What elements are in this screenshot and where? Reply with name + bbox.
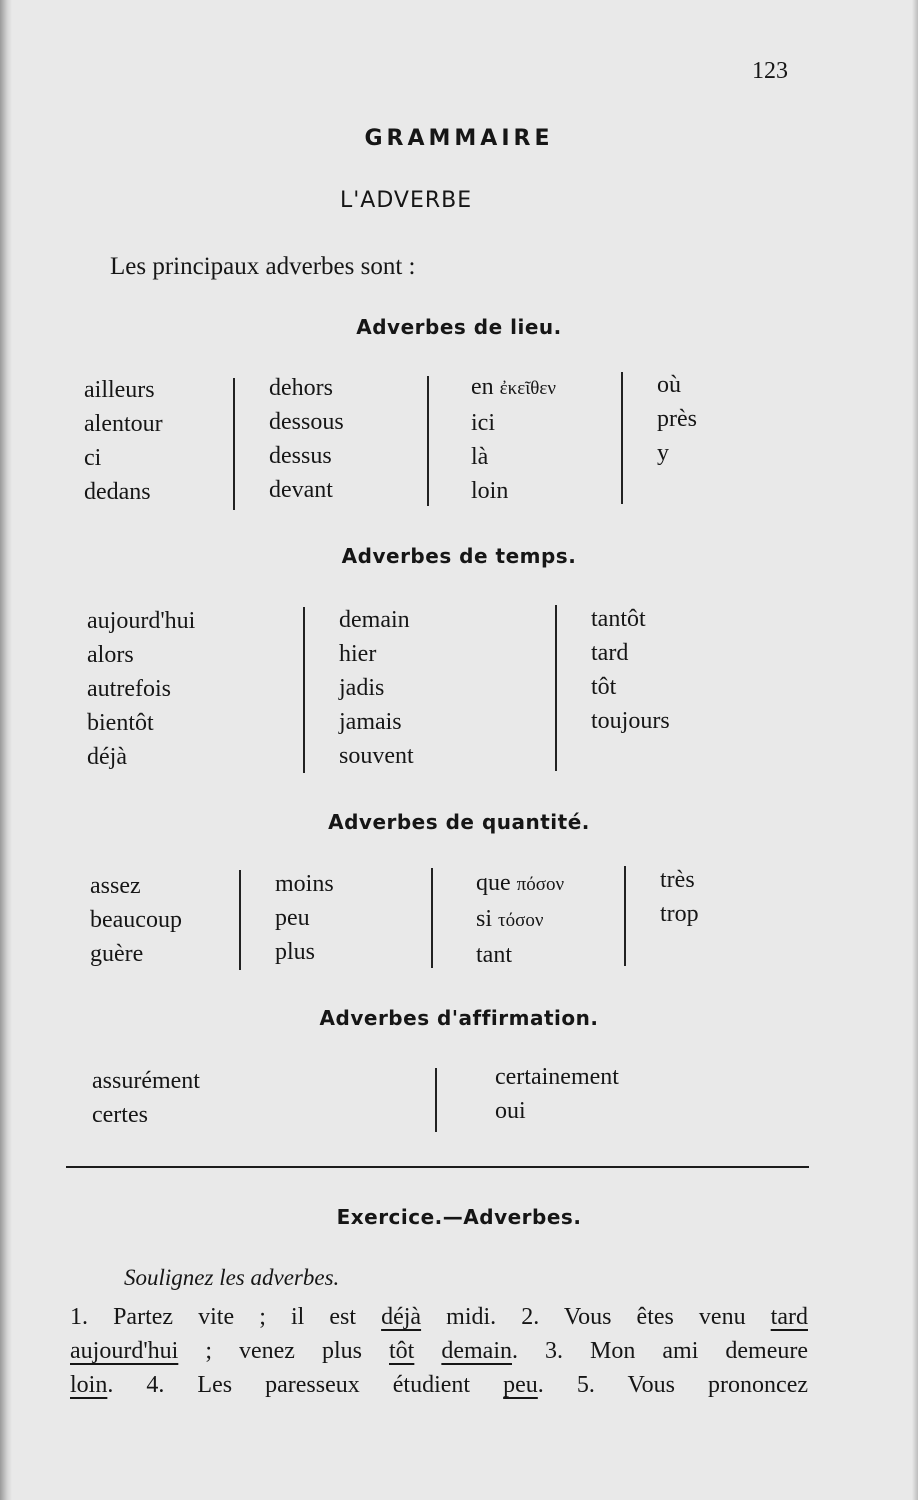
word: certes bbox=[92, 1102, 148, 1128]
word: assurément bbox=[92, 1068, 200, 1094]
temps-column-2 bbox=[339, 603, 414, 773]
intro-text: Les principaux adverbes sont : bbox=[110, 253, 416, 280]
word: aujourd'hui bbox=[87, 608, 196, 634]
word: alors bbox=[87, 642, 134, 668]
word: si bbox=[476, 906, 493, 932]
word: bientôt bbox=[87, 710, 154, 736]
word: tôt bbox=[591, 674, 617, 700]
word: dessus bbox=[269, 443, 332, 469]
page-number: 123 bbox=[752, 58, 788, 84]
word: dehors bbox=[269, 375, 333, 401]
word: trop bbox=[660, 901, 699, 927]
word: guère bbox=[90, 941, 144, 967]
section-title: L'ADVERBE bbox=[340, 188, 473, 213]
underlined-adverb: demain bbox=[441, 1338, 512, 1364]
word: devant bbox=[269, 477, 333, 503]
word: là bbox=[471, 444, 489, 470]
page-edge-left bbox=[0, 0, 12, 1500]
underlined-adverb: loin bbox=[70, 1372, 108, 1398]
word: jamais bbox=[339, 709, 402, 735]
greek-gloss: τόσον bbox=[498, 910, 544, 931]
lieu-column-4 bbox=[657, 368, 697, 470]
word: ici bbox=[471, 410, 495, 436]
underlined-adverb: tôt bbox=[389, 1338, 415, 1364]
word: toujours bbox=[591, 708, 670, 734]
exercise-instruction: Soulignez les adverbes. bbox=[124, 1265, 340, 1290]
lieu-column-1 bbox=[84, 373, 163, 509]
heading-lieu: Adverbes de lieu. bbox=[356, 315, 562, 339]
word: ailleurs bbox=[84, 377, 155, 403]
word: beaucoup bbox=[90, 907, 182, 933]
word: y bbox=[657, 440, 669, 466]
column-divider bbox=[624, 866, 626, 966]
sentence-line-2: aujourd'hui ; venez plus tôt demain. 3. Mon ami demeure bbox=[70, 1338, 808, 1364]
word: tard bbox=[591, 640, 629, 666]
word: dessous bbox=[269, 409, 344, 435]
quantite-column-3 bbox=[476, 866, 564, 972]
word: certainement bbox=[495, 1064, 619, 1090]
word: oui bbox=[495, 1098, 526, 1124]
sentence-line-1: 1. Partez vite ; il est déjà midi. 2. Vous êtes venu tard bbox=[70, 1304, 808, 1330]
word: assez bbox=[90, 873, 141, 899]
heading-affirmation: Adverbes d'affirmation. bbox=[319, 1006, 599, 1030]
greek-gloss: ἐκεῖθεν bbox=[499, 378, 556, 399]
column-divider bbox=[233, 378, 235, 510]
greek-gloss: πόσον bbox=[516, 874, 565, 895]
word: déjà bbox=[87, 744, 127, 770]
page-edge-right bbox=[912, 0, 918, 1500]
column-divider bbox=[427, 376, 429, 506]
word: autrefois bbox=[87, 676, 171, 702]
quantite-column-4 bbox=[660, 863, 699, 931]
word: loin bbox=[471, 478, 509, 504]
word: plus bbox=[275, 939, 316, 965]
word: en bbox=[471, 374, 494, 400]
word: jadis bbox=[339, 675, 385, 701]
heading-temps: Adverbes de temps. bbox=[341, 544, 577, 568]
horizontal-rule bbox=[66, 1166, 809, 1168]
heading-quantite: Adverbes de quantité. bbox=[328, 810, 590, 834]
word: alentour bbox=[84, 411, 163, 437]
lieu-column-2 bbox=[269, 371, 344, 507]
word: tantôt bbox=[591, 606, 646, 632]
lieu-column-3 bbox=[471, 370, 556, 508]
word: peu bbox=[275, 905, 310, 931]
word: moins bbox=[275, 871, 334, 897]
underlined-adverb: déjà bbox=[381, 1304, 422, 1330]
word: hier bbox=[339, 641, 377, 667]
quantite-column-1 bbox=[90, 869, 182, 971]
column-divider bbox=[555, 605, 557, 771]
exercise-title: Exercice.—Adverbes. bbox=[336, 1205, 582, 1229]
column-divider bbox=[303, 607, 305, 773]
word: souvent bbox=[339, 743, 414, 769]
word: ci bbox=[84, 445, 102, 471]
word: près bbox=[657, 406, 697, 432]
column-divider bbox=[621, 372, 623, 504]
affirmation-column-2 bbox=[495, 1060, 619, 1128]
column-divider bbox=[431, 868, 433, 968]
affirmation-column-1 bbox=[92, 1064, 200, 1132]
word: où bbox=[657, 372, 681, 398]
temps-column-1 bbox=[87, 604, 195, 774]
underlined-adverb: peu bbox=[503, 1372, 538, 1398]
quantite-column-2 bbox=[275, 867, 334, 969]
chapter-header: GRAMMAIRE bbox=[364, 126, 554, 151]
word: que bbox=[476, 870, 511, 896]
underlined-adverb: aujourd'hui bbox=[70, 1338, 179, 1364]
column-divider bbox=[239, 870, 241, 970]
exercise-sentences bbox=[70, 1300, 808, 1402]
word: très bbox=[660, 867, 695, 893]
column-divider bbox=[435, 1068, 437, 1132]
word: tant bbox=[476, 942, 512, 968]
word: dedans bbox=[84, 479, 151, 505]
temps-column-3 bbox=[591, 602, 670, 738]
underlined-adverb: tard bbox=[770, 1304, 808, 1330]
sentence-line-3: loin. 4. Les paresseux étudient peu. 5. Vous prononcez bbox=[70, 1372, 809, 1398]
word: demain bbox=[339, 607, 410, 633]
